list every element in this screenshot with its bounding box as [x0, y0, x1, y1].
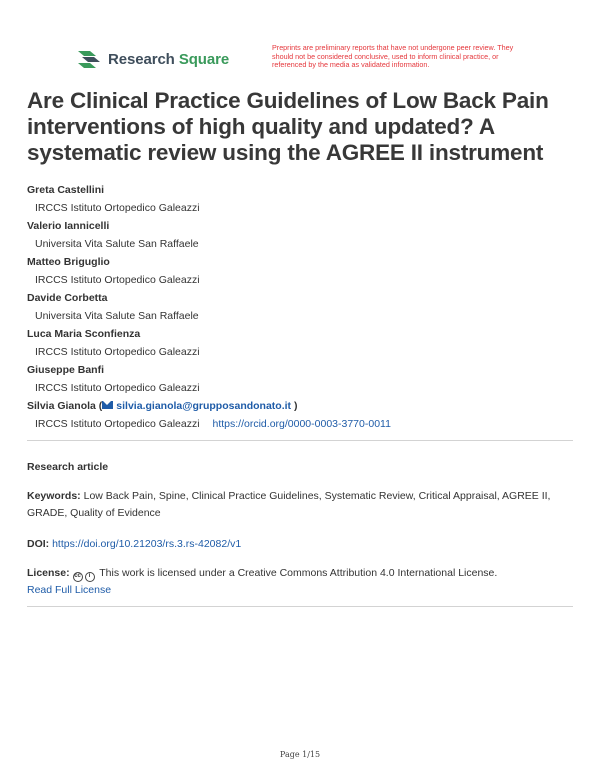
- corresponding-author-name: [27, 397, 587, 415]
- article-type-label: Research article: [27, 461, 109, 473]
- creative-commons-icon: cc: [73, 572, 83, 582]
- email-link[interactable]: [102, 400, 291, 412]
- author-affiliation: IRCCS Istituto Ortopedico Galeazzi: [35, 382, 200, 394]
- divider: [27, 440, 573, 441]
- license-text: This work is licensed under a Creative Commons Attribution 4.0 International License.: [99, 567, 498, 579]
- paper-title: Are Clinical Practice Guidelines of Low Back Pain interventions of high quality and updated? A systematic review using the AGREE II instrument: [27, 88, 549, 165]
- corresponding-author-affiliation: [35, 415, 587, 433]
- author-entry: [27, 361, 587, 397]
- author-affiliation: IRCCS Istituto Ortopedico Galeazzi: [35, 274, 200, 286]
- email-text: silvia.gianola@grupposandonato.it: [116, 400, 292, 412]
- read-full-license-link[interactable]: Read Full License: [27, 584, 112, 596]
- author-affiliation: IRCCS Istituto Ortopedico Galeazzi: [35, 418, 200, 430]
- author-affiliation: Universita Vita Salute San Raffaele: [35, 238, 199, 250]
- doi-label: DOI:: [27, 538, 50, 550]
- page-header: [0, 0, 600, 80]
- author-entry: [27, 325, 587, 361]
- page-number: Page 1/15: [279, 750, 321, 759]
- author-name: Matteo Briguglio: [27, 256, 110, 268]
- attribution-icon: i: [85, 572, 95, 582]
- author-entry: [27, 181, 587, 217]
- close-paren: ): [293, 400, 298, 412]
- research-square-logo-icon: [76, 48, 102, 70]
- author-name: Luca Maria Sconfienza: [27, 328, 141, 340]
- author-name: Giuseppe Banfi: [27, 364, 105, 376]
- keywords-label: Keywords:: [27, 490, 81, 502]
- logo-text: Research Square: [108, 50, 230, 68]
- orcid-link[interactable]: https://orcid.org/0000-0003-3770-0011: [212, 418, 391, 430]
- author-name: Greta Castellini: [27, 184, 105, 196]
- doi-link[interactable]: https://doi.org/10.21203/rs.3.rs-42082/v1: [52, 538, 242, 550]
- author-entry: [27, 217, 587, 253]
- keywords-value: Low Back Pain, Spine, Clinical Practice Guidelines, Systematic Review, Critical Appraisal, AGREE II, GRADE, Quality of Evidence: [27, 490, 551, 519]
- doi-section: [27, 536, 577, 553]
- keywords-section: [27, 488, 577, 522]
- preprint-disclaimer: Preprints are preliminary reports that have not undergone peer review. They should not be considered conclusive, used to inform clinical practice, or referenced by the media as validated information.: [272, 43, 514, 70]
- author-name: Valerio Iannicelli: [27, 220, 110, 232]
- author-entry: [27, 289, 587, 325]
- author-affiliation: IRCCS Istituto Ortopedico Galeazzi: [35, 346, 200, 358]
- corresponding-author-entry: [27, 397, 587, 433]
- author-entry: [27, 253, 587, 289]
- open-paren: (: [98, 400, 103, 412]
- license-section: [27, 565, 577, 599]
- author-name: Davide Corbetta: [27, 292, 108, 304]
- license-label: License:: [27, 567, 70, 579]
- article-type: [27, 459, 577, 476]
- envelope-icon: [102, 401, 113, 409]
- divider: [27, 606, 573, 607]
- author-name: Silvia Gianola: [27, 400, 96, 412]
- research-square-logo[interactable]: [76, 48, 229, 70]
- author-list: [27, 181, 587, 433]
- author-affiliation: IRCCS Istituto Ortopedico Galeazzi: [35, 202, 200, 214]
- author-affiliation: Universita Vita Salute San Raffaele: [35, 310, 199, 322]
